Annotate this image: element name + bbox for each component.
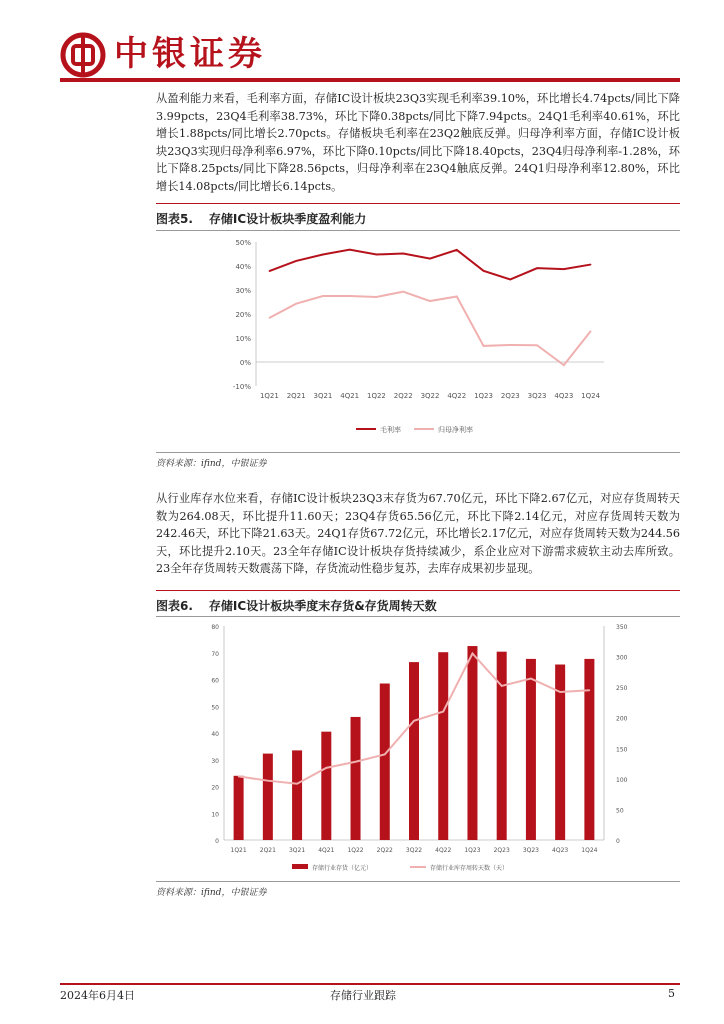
- figure6-source: 资料来源：ifind，中银证券: [156, 888, 267, 898]
- data-point: [269, 270, 271, 272]
- x-tick-label: 1Q24: [581, 392, 601, 400]
- data-point: [349, 249, 351, 251]
- data-point: [429, 258, 431, 260]
- paragraph-inventory: 从行业库存水位来看，存储IC设计板块23Q3末存货为67.70亿元，环比下降2.67亿元，对应存货周转天数为264.08天，环比提升11.60天；23Q4存货65.56亿元，环比下降2.14亿元，对应存货周转天数为242.46天，环比下降21.63天。24Q1存货67.72亿元，环比增长2.17亿元，对应存货周转天数为244.56天，环比提升2.10天。23全年存储IC设计板块存货持续减少，系企业应对下游需求疲软主动去库所致。23全年存货周转天数震荡下降，存货流动性稳步复苏，去库存成果初步显现。: [156, 492, 680, 576]
- data-point: [322, 254, 324, 256]
- figure6-title: [156, 597, 680, 614]
- data-point: [483, 270, 485, 272]
- x-tick-label: 4Q22: [447, 392, 467, 400]
- x-tick-label: 3Q21: [313, 392, 333, 400]
- paragraph-profitability: 从盈利能力来看，毛利率方面，存储IC设计板块23Q3实现毛利率39.10%，环比增长4.74pcts/同比下降3.99pcts，23Q4毛利率38.73%，环比下降0.38pcts/同比下降7.94pcts。24Q1毛利率40.61%，环比增长1.88pcts/同比增长2.70pcts。存储板块毛利率在23Q2触底反弹。归母净利率方面，存储IC设计板块23Q3实现归母净利率6.97%，环比下降0.10pcts/同比下降18.40pcts，23Q4归母净利率-1.28%，环比下降8.25pcts/同比下降28.56pcts，归母净利率在23Q4触底反弹。24Q1归母净利率12.80%，环比增长14.08pcts/同比增长6.14pcts。: [156, 92, 680, 193]
- y-tick-label: 30%: [235, 287, 251, 295]
- x-tick-label: 1Q23: [464, 847, 481, 854]
- figure5-label: 图表5.: [156, 212, 193, 226]
- data-point: [376, 296, 378, 298]
- inventory-bar: [263, 754, 273, 840]
- y-tick-label: 10%: [235, 335, 251, 343]
- inventory-bar: [438, 652, 448, 840]
- series-line-net-margin: [269, 292, 590, 365]
- turnover-data-point: [267, 780, 269, 782]
- data-point: [536, 344, 538, 346]
- y-tick-label: 0%: [239, 359, 251, 367]
- x-tick-label: 1Q21: [259, 392, 279, 400]
- right-y-tick-label: 100: [616, 776, 628, 784]
- x-tick-label: 1Q22: [347, 847, 364, 854]
- turnover-data-point: [501, 685, 503, 687]
- right-y-tick-label: 0: [616, 838, 620, 845]
- inventory-bar: [584, 659, 594, 840]
- x-tick-label: 3Q22: [420, 392, 440, 400]
- footer-rule: [60, 983, 680, 985]
- right-y-tick-label: 350: [616, 624, 628, 631]
- x-tick-label: 4Q23: [552, 847, 569, 854]
- data-point: [563, 268, 565, 270]
- right-y-tick-label: 250: [616, 685, 628, 693]
- data-point: [456, 249, 458, 251]
- x-tick-label: 4Q21: [340, 392, 360, 400]
- y-tick-label: -10%: [232, 383, 251, 391]
- right-y-tick-label: 150: [616, 746, 628, 754]
- data-point: [402, 291, 404, 293]
- x-tick-label: 3Q23: [522, 847, 540, 854]
- data-point: [349, 295, 351, 297]
- right-y-tick-label: 200: [616, 715, 628, 723]
- x-tick-label: 4Q21: [318, 847, 335, 854]
- data-point: [510, 279, 512, 281]
- data-point: [510, 344, 512, 346]
- inventory-bar: [497, 652, 507, 840]
- turnover-data-point: [589, 689, 591, 691]
- data-point: [590, 264, 592, 266]
- data-point: [483, 345, 485, 347]
- data-point: [322, 295, 324, 297]
- inventory-bar: [526, 659, 536, 840]
- left-y-tick-label: 60: [211, 677, 219, 685]
- inventory-bar: [351, 717, 361, 840]
- inventory-bar: [321, 732, 331, 840]
- right-y-tick-label: 300: [616, 654, 628, 662]
- data-point: [269, 317, 271, 319]
- x-tick-label: 1Q24: [581, 847, 598, 854]
- data-point: [295, 303, 297, 305]
- inventory-bar: [380, 684, 390, 840]
- figure6-title-text: 存储IC设计板块季度末存货&存货周转天数: [208, 599, 437, 613]
- figure6-label: 图表6.: [156, 599, 193, 613]
- figure5-title-rule: [156, 230, 680, 231]
- right-y-tick-label: 50: [616, 807, 624, 815]
- profitability-line-chart: [156, 232, 680, 450]
- x-tick-label: 2Q23: [500, 392, 520, 400]
- legend-label: 归母净利率: [438, 426, 473, 434]
- data-point: [563, 364, 565, 366]
- turnover-data-point: [472, 653, 474, 655]
- turnover-data-point: [384, 754, 386, 756]
- turnover-data-point: [442, 711, 444, 713]
- x-tick-label: 1Q21: [230, 847, 247, 854]
- x-tick-label: 2Q21: [259, 847, 276, 854]
- inventory-bar: [467, 646, 477, 840]
- legend-label: 毛利率: [380, 426, 401, 434]
- figure6-title-rule: [156, 616, 680, 617]
- bank-of-china-logo-icon: [60, 32, 106, 78]
- turnover-data-point: [413, 720, 415, 722]
- y-tick-label: 20%: [235, 311, 251, 319]
- figure6-top-rule: [156, 590, 680, 591]
- left-y-tick-label: 30: [211, 757, 219, 765]
- footer-report-name: 存储行业跟踪: [330, 989, 396, 1002]
- data-point: [429, 300, 431, 302]
- data-point: [456, 296, 458, 298]
- y-tick-label: 50%: [235, 239, 251, 247]
- inventory-bar: [234, 776, 244, 840]
- data-point: [295, 260, 297, 262]
- x-tick-label: 2Q22: [393, 392, 413, 400]
- x-tick-label: 3Q22: [405, 847, 423, 854]
- inventory-bar: [292, 750, 302, 840]
- legend-label: 存储行业库存周转天数（天）: [430, 865, 509, 872]
- x-tick-label: 1Q22: [367, 392, 386, 400]
- header-rule: [60, 78, 680, 82]
- data-point: [536, 267, 538, 269]
- legend-label: 存储行业存货（亿元）: [312, 865, 373, 872]
- left-y-tick-label: 40: [211, 731, 219, 738]
- turnover-data-point: [238, 776, 240, 778]
- brand-name: 中银证券: [114, 34, 266, 74]
- data-point: [590, 330, 592, 332]
- left-y-tick-label: 20: [211, 784, 219, 792]
- y-tick-label: 40%: [235, 263, 251, 271]
- left-y-tick-label: 50: [211, 704, 219, 712]
- x-tick-label: 2Q22: [376, 847, 393, 854]
- figure5-source: 资料来源：ifind，中银证券: [156, 459, 267, 469]
- figure5-title-text: 存储IC设计板块季度盈利能力: [208, 212, 367, 226]
- inventory-bar: [409, 662, 419, 840]
- x-tick-label: 4Q23: [554, 392, 574, 400]
- figure5-top-rule: [156, 203, 680, 204]
- left-y-tick-label: 0: [215, 838, 219, 845]
- page-header: [60, 30, 680, 82]
- x-tick-label: 3Q21: [288, 847, 306, 854]
- left-y-tick-label: 80: [211, 624, 219, 631]
- turnover-data-point: [296, 783, 298, 785]
- data-point: [376, 254, 378, 256]
- x-tick-label: 3Q23: [527, 392, 547, 400]
- turnover-data-point: [559, 691, 561, 693]
- figure6-bottom-rule: [156, 881, 680, 882]
- x-tick-label: 2Q23: [493, 847, 510, 854]
- left-y-tick-label: 70: [211, 650, 219, 658]
- figure5-title: [156, 210, 680, 227]
- series-line-gross-margin: [269, 250, 590, 280]
- figure5-bottom-rule: [156, 452, 680, 453]
- x-tick-label: 1Q23: [474, 392, 493, 400]
- x-tick-label: 4Q22: [435, 847, 452, 854]
- footer-page-number: 5: [668, 987, 675, 1000]
- inventory-combo-chart: [156, 618, 680, 880]
- footer-date: 2024年6月4日: [60, 989, 135, 1002]
- left-y-tick-label: 10: [211, 811, 219, 819]
- data-point: [402, 253, 404, 255]
- turnover-data-point: [355, 761, 357, 763]
- legend-bar-swatch: [292, 864, 308, 869]
- turnover-data-point: [326, 767, 328, 769]
- turnover-data-point: [530, 678, 532, 680]
- x-tick-label: 2Q21: [286, 392, 306, 400]
